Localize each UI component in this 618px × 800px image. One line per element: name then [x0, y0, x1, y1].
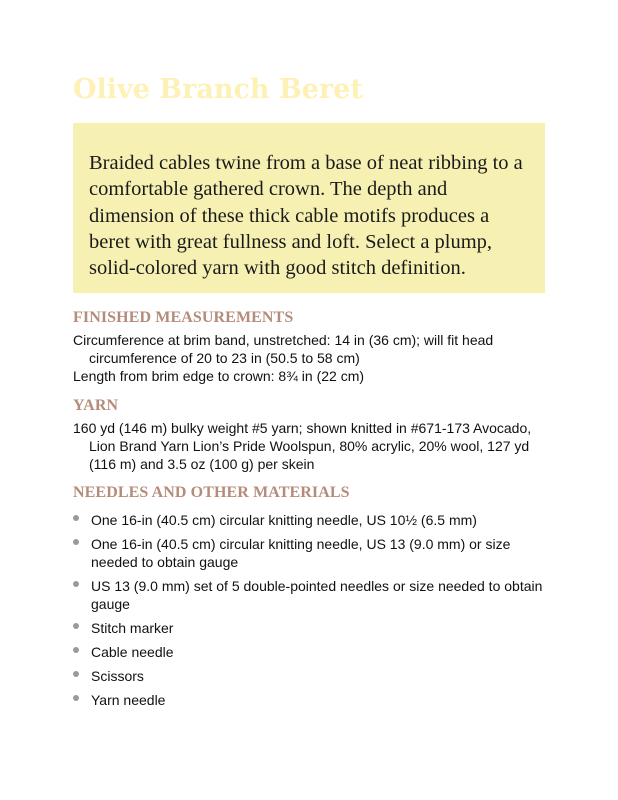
list-item-text: One 16-in (40.5 cm) circular knitting needle, US 10½ (6.5 mm)	[91, 512, 477, 528]
bullet-icon	[73, 695, 79, 701]
list-item-text: Stitch marker	[91, 620, 174, 636]
list-item-text: Yarn needle	[91, 692, 166, 708]
list-item-text: Scissors	[91, 668, 144, 684]
intro-text: Braided cables twine from a base of neat ribbing to a comfortable gathered crown. The depth and dimension of these thick cable motifs produces a beret with great fullness and loft. Select a plump, solid-colored yarn with good stitch definition.	[89, 152, 523, 280]
list-item-text: US 13 (9.0 mm) set of 5 double-pointed needles or size needed to obtain gauge	[91, 578, 543, 612]
list-item	[73, 535, 548, 571]
bullet-icon	[73, 671, 79, 677]
bullet-icon	[73, 623, 79, 629]
finished-measurements-heading: FINISHED MEASUREMENTS	[73, 309, 294, 326]
materials-list	[73, 511, 548, 709]
measurement-length: Length from brim edge to crown: 8¾ in (22 cm)	[73, 368, 365, 384]
list-item	[73, 577, 548, 613]
yarn-section	[73, 396, 548, 473]
page-title: Olive Branch Beret	[73, 74, 363, 105]
list-item	[73, 691, 548, 709]
list-item	[73, 511, 548, 529]
bullet-icon	[73, 539, 79, 545]
list-item	[73, 643, 548, 661]
list-item	[73, 667, 548, 685]
list-item-text: Cable needle	[91, 644, 174, 660]
bullet-icon	[73, 647, 79, 653]
bullet-icon	[73, 581, 79, 587]
yarn-heading: YARN	[73, 397, 119, 414]
measurement-circumference: Circumference at brim band, unstretched: 14 in (36 cm); will fit head circumference of 20 to 23 in (50.5 to 58 cm)	[73, 332, 494, 366]
bullet-icon	[73, 515, 79, 521]
list-item-text: One 16-in (40.5 cm) circular knitting needle, US 13 (9.0 mm) or size needed to obtain gauge	[91, 536, 511, 570]
intro-callout	[73, 123, 545, 293]
needles-heading: NEEDLES AND OTHER MATERIALS	[73, 484, 350, 501]
yarn-description: 160 yd (146 m) bulky weight #5 yarn; shown knitted in #671-173 Avocado, Lion Brand Yarn Lion’s Pride Woolspun, 80% acrylic, 20% wool, 127 yd (116 m) and 3.5 oz (100 g) per skein	[73, 420, 532, 472]
needles-section	[73, 483, 548, 715]
finished-measurements-section	[73, 308, 548, 385]
list-item	[73, 619, 548, 637]
